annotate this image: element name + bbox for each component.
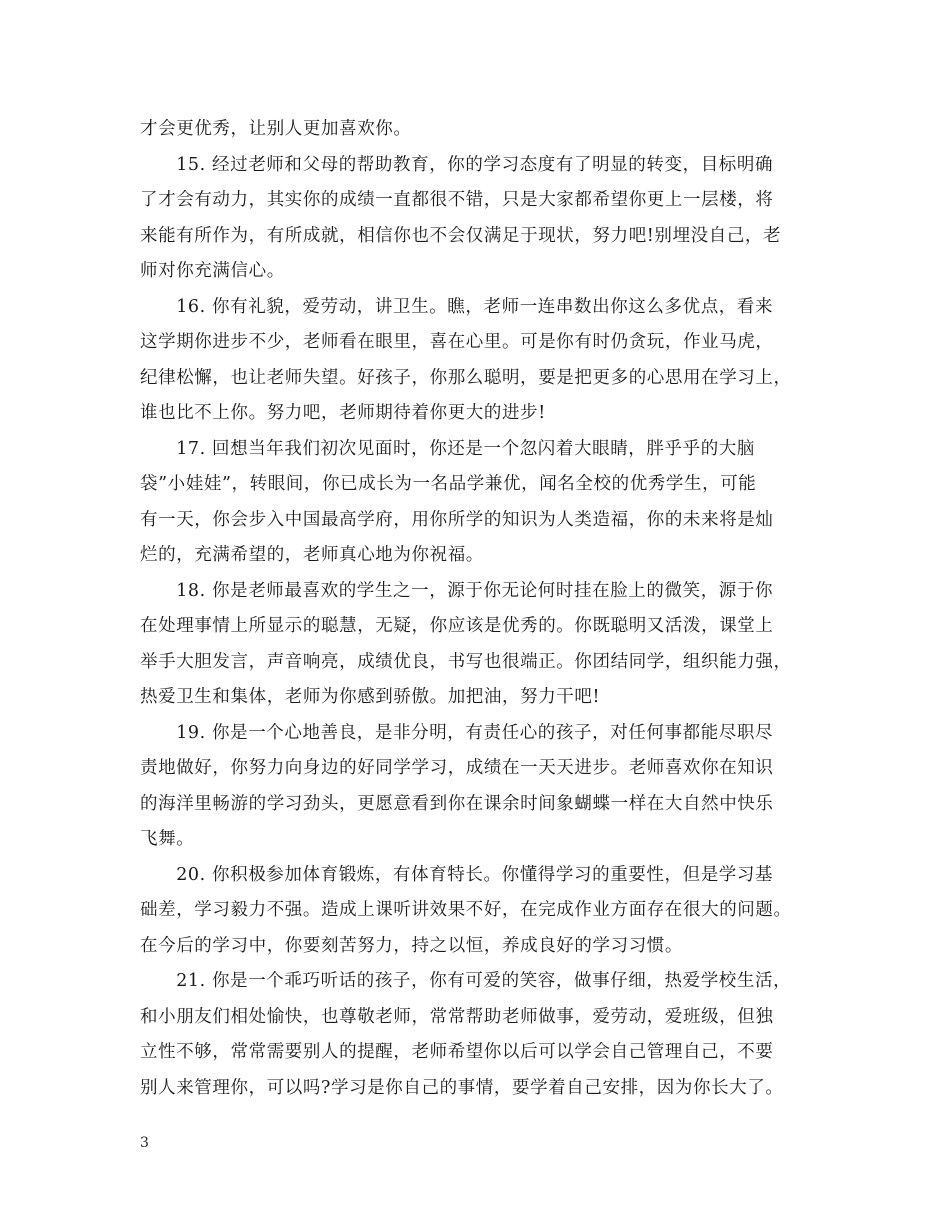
text-line: 谁也比不上你。努力吧，老师期待着你更大的进步! — [140, 403, 546, 423]
text-line: 20. 你积极参加体育锻炼，有体育特长。你懂得学习的重要性，但是学习基 — [140, 864, 774, 885]
text-line: 18. 你是老师最喜欢的学生之一，源于你无论何时挂在脸上的微笑，源于你 — [140, 580, 774, 601]
text-line: 别人来管理你，可以吗?学习是你自己的事情，要学着自己安排，因为你长大了。 — [140, 1077, 784, 1098]
text-line: 在处理事情上所显示的聪慧，无疑，你应该是优秀的。你既聪明又活泼，课堂上 — [140, 616, 774, 636]
text-line: 热爱卫生和集体，老师为你感到骄傲。加把油，努力干吧! — [140, 687, 601, 707]
text-line: 21. 你是一个乖巧听话的孩子，你有可爱的笑容，做事仔细，热爱学校生活， — [140, 971, 792, 991]
text-line: 的海洋里畅游的学习劲头，更愿意看到你在课余时间象蝴蝶一样在大自然中快乐 — [140, 793, 774, 814]
text-line: 17. 回想当年我们初次见面时，你还是一个忽闪着大眼睛，胖乎乎的大脑 — [140, 438, 755, 459]
text-line: 纪律松懈，也让老师失望。好孩子，你那么聪明，要是把更多的心思用在学习上， — [140, 367, 792, 388]
text-line: 在今后的学习中，你要刻苦努力，持之以恒，养成良好的学习习惯。 — [140, 935, 683, 956]
text-line: 础差，学习毅力不强。造成上课听讲效果不好，在完成作业方面存在很大的问题。 — [140, 900, 792, 920]
text-line: 责地做好，你努力向身边的好同学学习，成绩在一天天进步。老师喜欢你在知识 — [140, 758, 774, 778]
text-line: 来能有所作为，有所成就，相信你也不会仅满足于现状，努力吧!别埋没自己，老 — [140, 225, 782, 246]
text-line: 有一天，你会步入中国最高学府，用你所学的知识为人类造福，你的未来将是灿 — [140, 509, 774, 530]
text-line: 师对你充满信心。 — [140, 261, 285, 281]
text-line: 15. 经过老师和父母的帮助教育，你的学习态度有了明显的转变，目标明确 — [140, 154, 774, 175]
text-line: 16. 你有礼貌，爱劳动，讲卫生。瞧，老师一连串数出你这么多优点，看来 — [140, 296, 774, 317]
text-line: 立性不够，常常需要别人的提醒，老师希望你以后可以学会自己管理自己，不要 — [140, 1042, 774, 1062]
body-text — [140, 112, 820, 1106]
text-line: 袋”小娃娃”，转眼间，你已成长为一名品学兼优，闻名全校的优秀学生，可能 — [140, 474, 757, 494]
page-number: 3 — [140, 1135, 149, 1151]
text-line: 19. 你是一个心地善良，是非分明，有责任心的孩子，对任何事都能尽职尽 — [140, 722, 774, 743]
text-line: 烂的，充满希望的，老师真心地为你祝福。 — [140, 545, 484, 565]
text-line: 了才会有动力，其实你的成绩一直都很不错，只是大家都希望你更上一层楼，将 — [140, 190, 774, 210]
text-line: 这学期你进步不少，老师看在眼里，喜在心里。可是你有时仍贪玩，作业马虎， — [140, 332, 774, 352]
text-line: 和小朋友们相处愉快，也尊敬老师，常常帮助老师做事，爱劳动，爱班级，但独 — [140, 1006, 774, 1027]
text-line: 举手大胆发言，声音响亮，成绩优良，书写也很端正。你团结同学，组织能力强， — [140, 651, 792, 672]
text-line: 飞舞。 — [140, 829, 195, 849]
text-line: 才会更优秀，让别人更加喜欢你。 — [140, 119, 412, 139]
